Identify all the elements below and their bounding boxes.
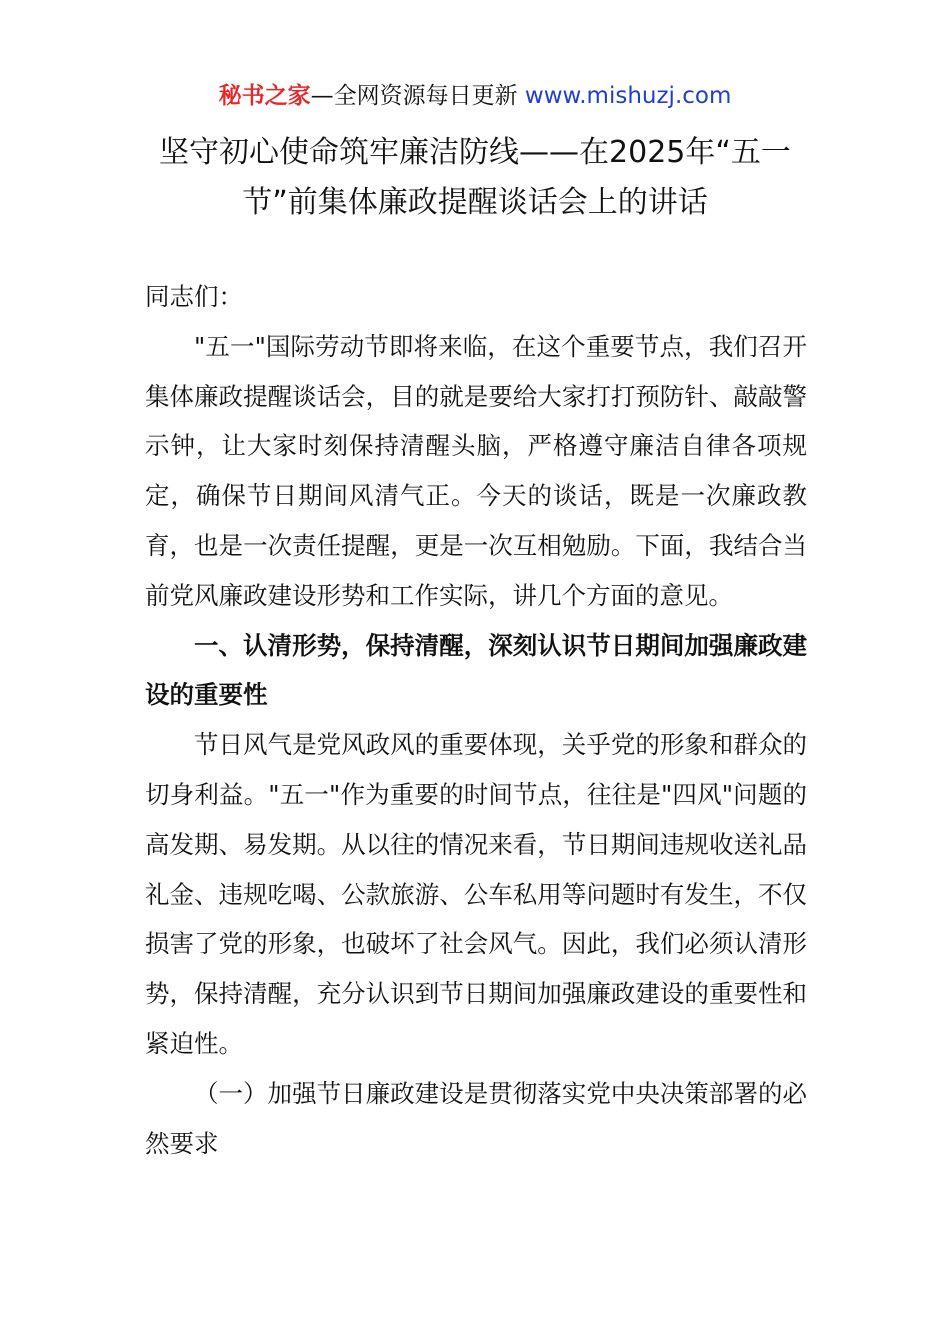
site-header	[0, 80, 950, 112]
brand-name: 秘书之家	[218, 83, 311, 109]
site-url-link[interactable]: www.mishuzj.com	[524, 83, 732, 109]
header-tagline: —全网资源每日更新	[310, 83, 525, 109]
document-body	[145, 272, 807, 1168]
salutation: 同志们：	[145, 282, 243, 311]
subsection-heading: （一）加强节日廉政建设是贯彻落实党中央决策部署的必然要求	[145, 1078, 807, 1158]
section-heading: 一、认清形势，保持清醒，深刻认识节日期间加强廉政建设的重要性	[145, 630, 807, 710]
document-title: 坚守初心使命筑牢廉洁防线——在2025年“五一节”前集体廉政提醒谈话会上的讲话	[159, 135, 791, 220]
body-paragraph: 节日风气是党风政风的重要体现，关乎党的形象和群众的切身利益。"五一"作为重要的时间节点，往往是"四风"问题的高发期、易发期。从以往的情况来看，节日期间违规收送礼品礼金、违规吃喝、公款旅游、公车私用等问题时有发生，不仅损害了党的形象，也破坏了社会风气。因此，我们必须认清形势，保持清醒，充分认识到节日期间加强廉政建设的重要性和紧迫性。	[145, 730, 807, 1058]
body-paragraph: "五一"国际劳动节即将来临，在这个重要节点，我们召开集体廉政提醒谈话会，目的就是要给大家打打预防针、敲敲警示钟，让大家时刻保持清醒头脑，严格遵守廉洁自律各项规定，确保节日期间风清气正。今天的谈话，既是一次廉政教育，也是一次责任提醒，更是一次互相勉励。下面，我结合当前党风廉政建设形势和工作实际，讲几个方面的意见。	[145, 331, 807, 610]
